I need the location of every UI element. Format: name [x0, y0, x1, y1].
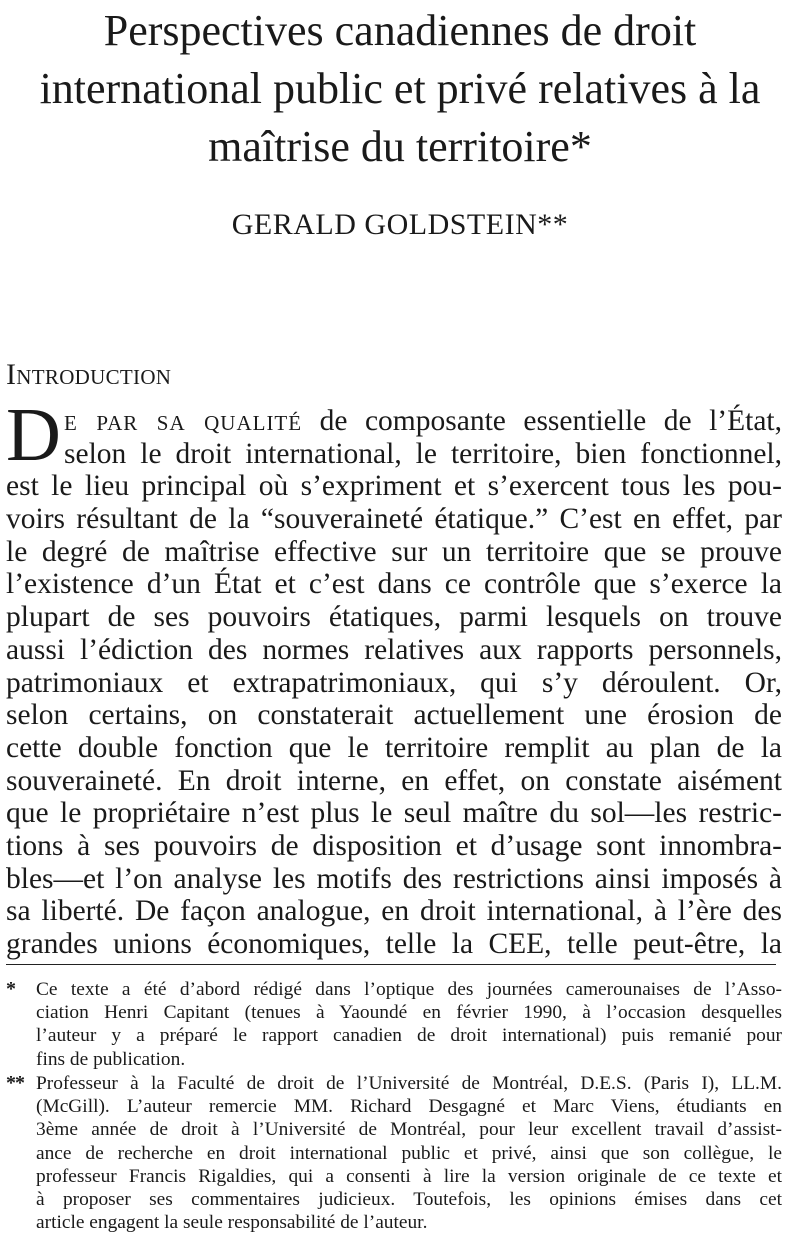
footnote-divider	[6, 964, 776, 965]
body-line: selon certains, on constaterait actuellement une érosion de	[6, 699, 782, 732]
footnote-2	[0, 1072, 800, 1234]
section-heading: Introduction	[6, 358, 172, 391]
footnote-line: professeur Francis Rigaldies, qui a consenti à lire la version originale de ce texte et	[36, 1165, 782, 1187]
body-line: cette double fonction que le territoire remplit au plan de la	[6, 731, 782, 764]
body-paragraph	[6, 405, 782, 961]
footnote-line: 3ème année de droit à l’Université de Montréal, pour leur excellent travail d’assist-	[36, 1119, 782, 1141]
body-line: que le propriétaire n’est plus le seul maître du sol—les restric-	[6, 797, 782, 830]
body-line	[6, 405, 782, 438]
body-line: aussi l’édiction des normes relatives aux rapports personnels,	[6, 633, 782, 666]
body-line: tions à ses pouvoirs de disposition et d’usage sont innombra-	[6, 829, 782, 862]
body-line: souveraineté. En droit interne, en effet, on constate aisément	[6, 764, 782, 797]
body-line: grandes unions économiques, telle la CEE, telle peut-être, la	[6, 928, 782, 960]
footnote-line: ance de recherche en droit international public et privé, ainsi que son collègue, le	[36, 1142, 782, 1164]
footnote-line: fins de publication.	[36, 1048, 186, 1070]
footnote-marker: **	[6, 1072, 24, 1094]
footnote-line: Professeur à la Faculté de droit de l’Université de Montréal, D.E.S. (Paris I), LL.M.	[36, 1073, 782, 1094]
article-title	[0, 2, 800, 176]
body-line-1-rest: de composante essentielle de l’État,	[302, 405, 782, 437]
body-line: patrimoniaux et extrapatrimoniaux, qui s’y déroulent. Or,	[6, 666, 782, 699]
footnote-line: à proposer ses commentaires judicieux. Toutefois, les opinions émises dans cet	[36, 1188, 782, 1210]
body-line: plupart de ses pouvoirs étatiques, parmi lesquels on trouve	[6, 601, 782, 634]
body-line: bles—et l’on analyse les motifs des restrictions ainsi imposés à	[6, 862, 782, 895]
footnote-line: l’auteur y a préparé le rapport canadien de droit international) puis remanié pour	[36, 1025, 782, 1047]
body-line: voirs résultant de la “souveraineté étatique.” C’est en effet, par	[6, 503, 782, 536]
drop-cap: D	[6, 393, 61, 477]
footnote-marker: *	[6, 978, 15, 1000]
title-line-1: Perspectives canadiennes de droit	[103, 6, 697, 55]
body-line: selon le droit international, le territoire, bien fonctionnel,	[64, 437, 782, 470]
footnote-line: Ce texte a été d’abord rédigé dans l’optique des journées camerounaises de l’Asso-	[36, 979, 782, 1000]
body-line: est le lieu principal où s’expriment et s’exercent tous les pou-	[6, 470, 782, 503]
footnote-line: ciation Henri Capitant (tenues à Yaoundé en février 1990, à l’occasion desquelles	[36, 1002, 782, 1024]
body-line: l’existence d’un État et c’est dans ce contrôle que s’exerce la	[6, 568, 782, 601]
title-line-2: international public et privé relatives à la	[39, 64, 761, 113]
body-line: sa liberté. De façon analogue, en droit international, à l’ère des	[6, 895, 782, 928]
title-line-3: maîtrise du territoire*	[208, 122, 592, 171]
article-author: GERALD GOLDSTEIN**	[231, 208, 569, 241]
footnote-1	[0, 978, 800, 1071]
footnote-line: (McGill). L’auteur remercie MM. Richard Desgagné et Marc Viens, étudiants en	[36, 1096, 782, 1118]
lead-smallcaps: e par sa qualité	[64, 405, 303, 437]
body-line: le degré de maîtrise effective sur un territoire que se prouve	[6, 535, 782, 568]
footnote-line: article engagent la seule responsabilité de l’auteur.	[36, 1212, 428, 1234]
